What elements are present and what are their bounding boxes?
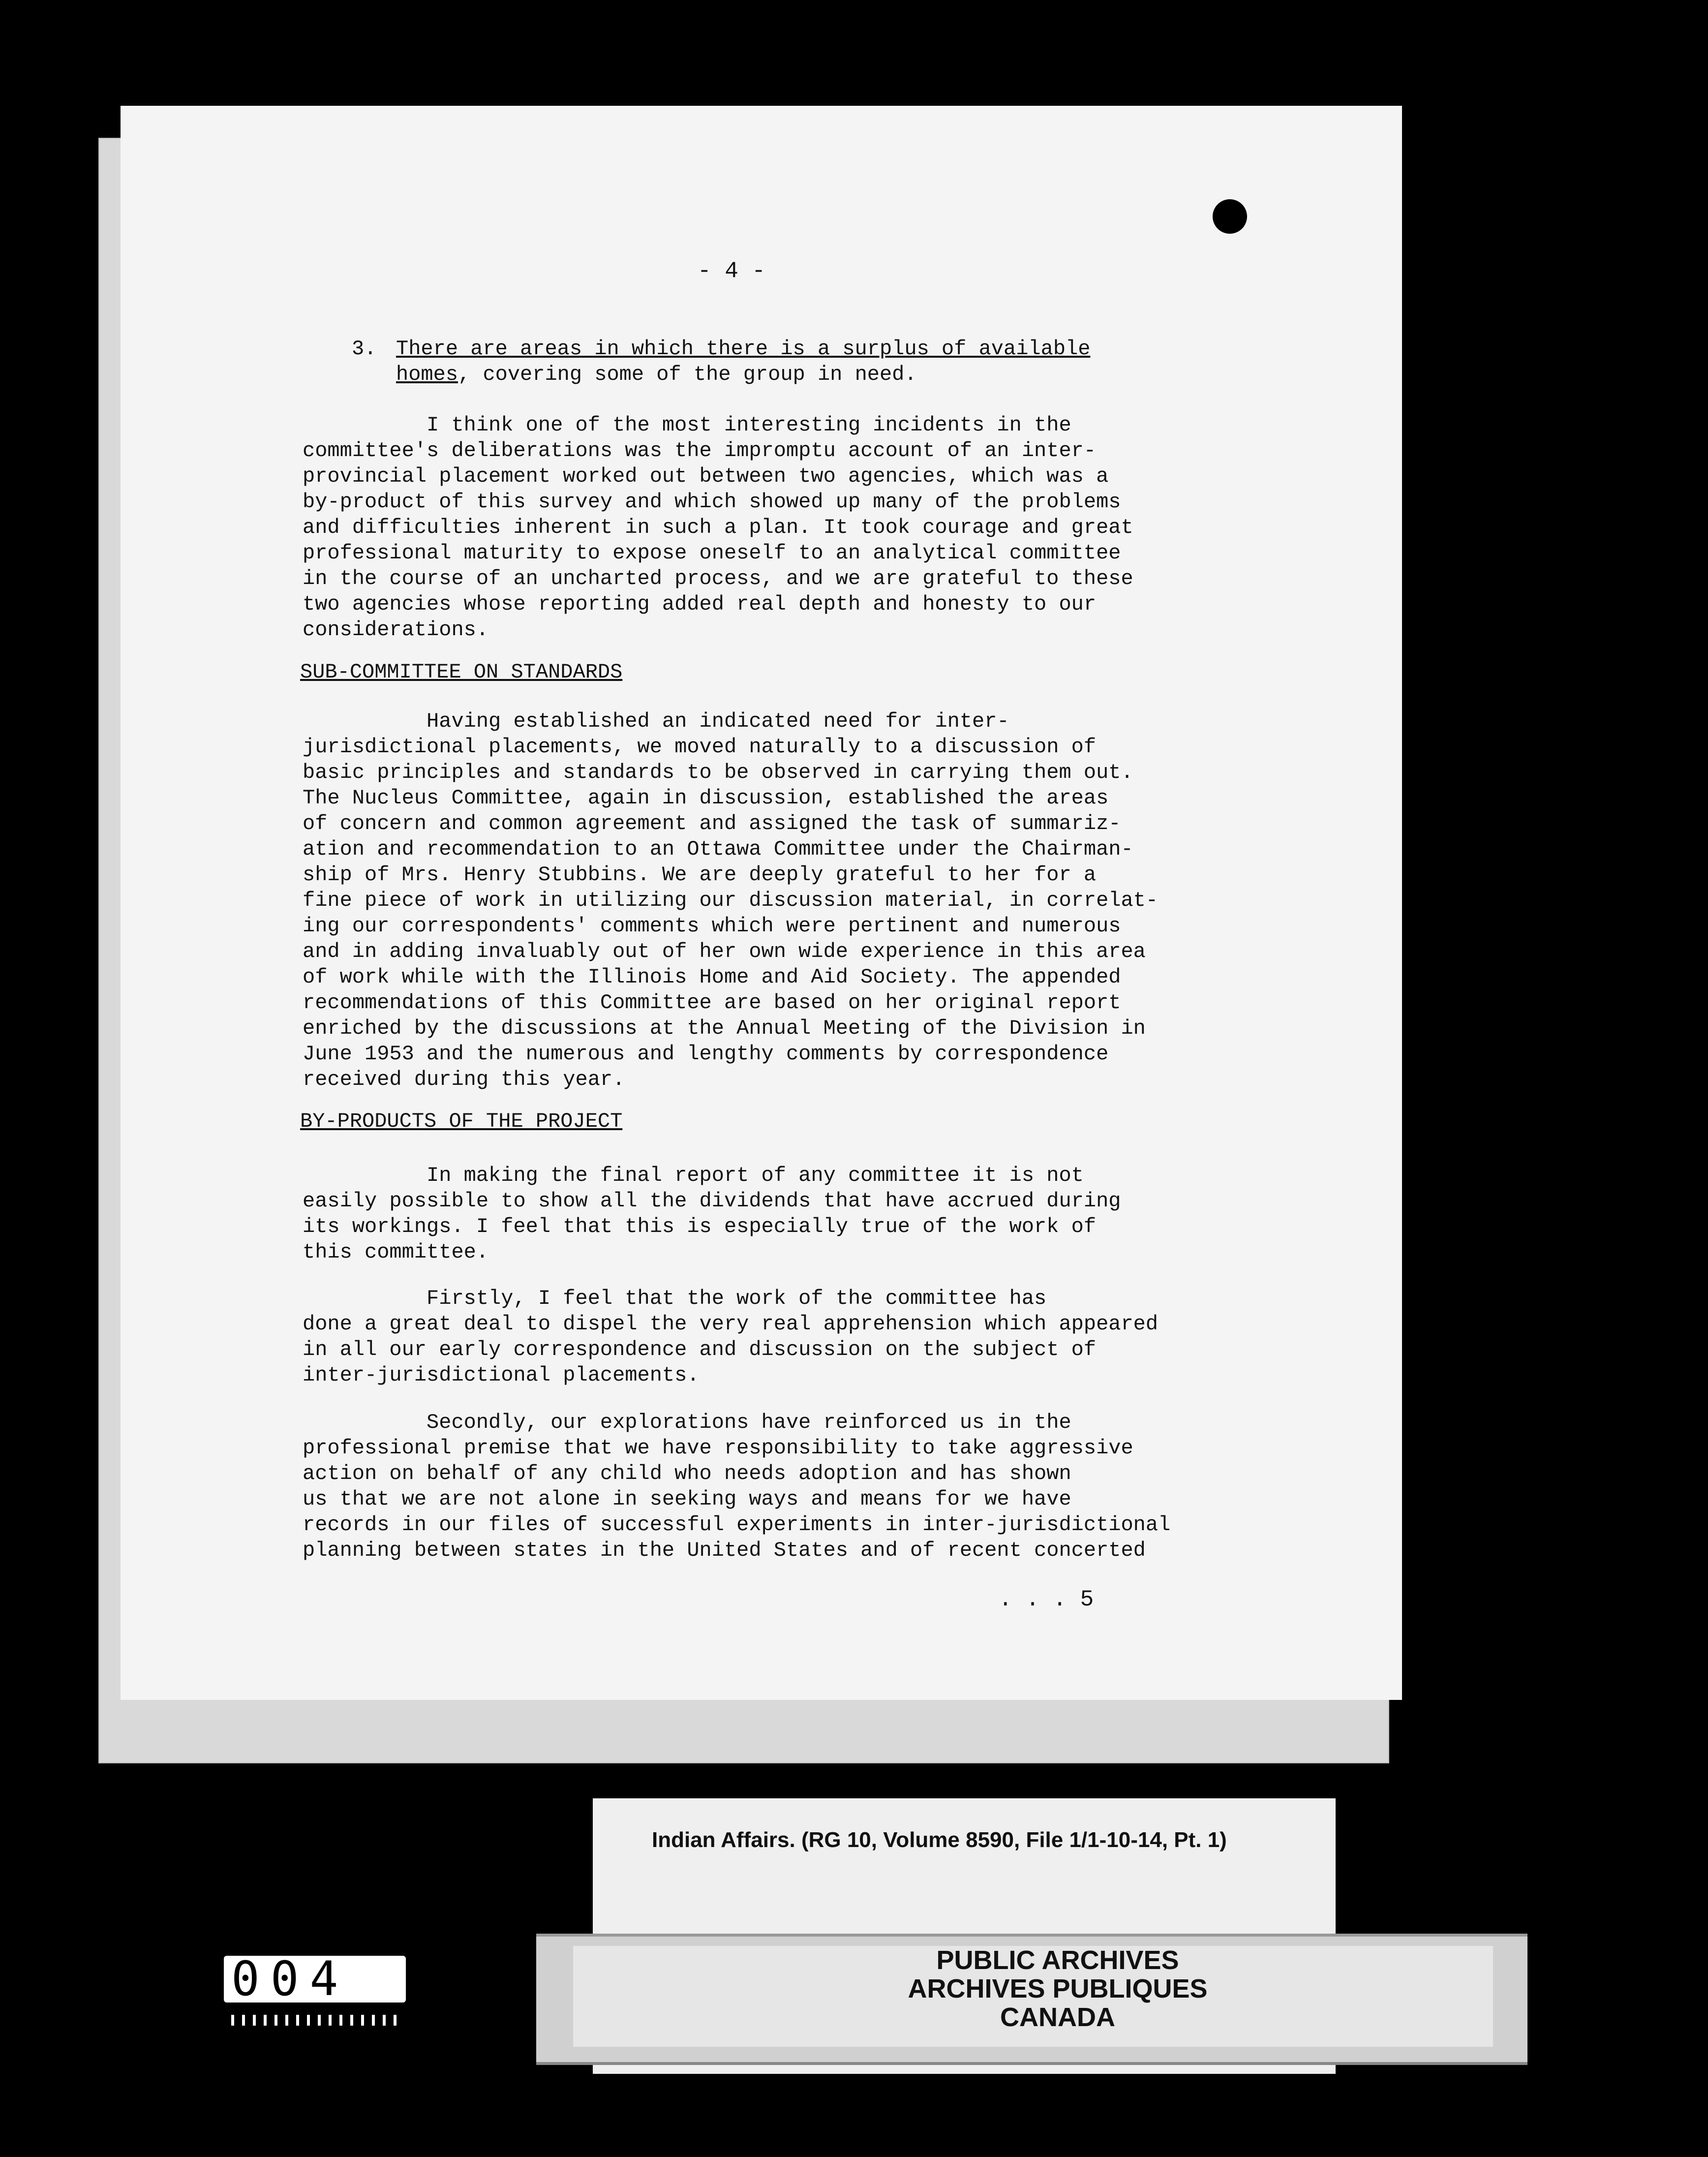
frame-number: 004	[231, 1951, 349, 2006]
page-number: - 4 -	[698, 258, 766, 284]
text-line: committee's deliberations was the impromptu account of an inter-	[303, 439, 1097, 462]
text-line: done a great deal to dispel the very real apprehension which appeared	[303, 1312, 1159, 1336]
text-line: ation and recommendation to an Ottawa Committee under the Chairman-	[303, 837, 1133, 861]
text-line: considerations.	[303, 618, 489, 642]
text-line: Secondly, our explorations have reinforced us in the	[303, 1411, 1071, 1434]
archive-stamp	[787, 1946, 1328, 2032]
text-line: us that we are not alone in seeking ways and means for we have	[303, 1487, 1071, 1511]
item-line-2	[396, 362, 917, 387]
stamp-line-1: PUBLIC ARCHIVES	[936, 1945, 1179, 1975]
text-line: this committee.	[303, 1240, 489, 1264]
paragraph-deliberations	[303, 412, 1133, 668]
text-line: In making the final report of any committee it is not	[303, 1164, 1084, 1187]
text-line: two agencies whose reporting added real depth and honesty to our	[303, 592, 1097, 616]
text-line: records in our files of successful experiments in inter-jurisdictional	[303, 1513, 1171, 1537]
punch-hole	[1213, 199, 1247, 234]
text-line: I think one of the most interesting incidents in the	[303, 413, 1071, 437]
item-number: 3.	[352, 337, 377, 361]
text-line: received during this year.	[303, 1068, 625, 1091]
paragraph-final-report	[303, 1163, 1121, 1291]
film-ticks	[231, 2015, 398, 2026]
text-line: action on behalf of any child who needs adoption and has shown	[303, 1462, 1071, 1485]
text-line: professional maturity to expose oneself to an analytical committee	[303, 541, 1121, 565]
text-line: recommendations of this Committee are based on her original report	[303, 991, 1121, 1015]
heading-by-products: BY-PRODUCTS OF THE PROJECT	[300, 1109, 623, 1133]
text-line: The Nucleus Committee, again in discussion, established the areas	[303, 786, 1109, 810]
paragraph-firstly	[303, 1286, 1159, 1414]
archive-reference: Indian Affairs. (RG 10, Volume 8590, File 1/1-10-14, Pt. 1)	[652, 1828, 1227, 1852]
item-line-2-rest: , covering some of the group in need.	[458, 363, 917, 386]
text-line: enriched by the discussions at the Annual Meeting of the Division in	[303, 1017, 1146, 1040]
text-line: jurisdictional placements, we moved naturally to a discussion of	[303, 735, 1097, 759]
stamp-line-3: CANADA	[1000, 2003, 1115, 2032]
text-line: easily possible to show all the dividends that have accrued during	[303, 1189, 1121, 1213]
heading-sub-committee-standards: SUB-COMMITTEE ON STANDARDS	[300, 660, 623, 684]
text-line: and in adding invaluably out of her own wide experience in this area	[303, 940, 1146, 963]
text-line: in the course of an uncharted process, and we are grateful to these	[303, 567, 1133, 590]
text-line: provincial placement worked out between two agencies, which was a	[303, 464, 1109, 488]
text-line: fine piece of work in utilizing our discussion material, in correlat-	[303, 889, 1159, 912]
continuation-marker: . . . 5	[999, 1587, 1094, 1612]
item-line-2-underlined: homes	[396, 363, 458, 386]
text-line: inter-jurisdictional placements.	[303, 1363, 700, 1387]
text-line: in all our early correspondence and discussion on the subject of	[303, 1338, 1097, 1361]
text-line: ship of Mrs. Henry Stubbins. We are deeply grateful to her for a	[303, 863, 1097, 887]
text-line: ing our correspondents' comments which were pertinent and numerous	[303, 914, 1121, 938]
paragraph-secondly	[303, 1410, 1171, 1589]
text-line: Firstly, I feel that the work of the committee has	[303, 1287, 1047, 1310]
text-line: June 1953 and the numerous and lengthy comments by correspondence	[303, 1042, 1109, 1066]
text-line: and difficulties inherent in such a plan. It took courage and great	[303, 516, 1133, 539]
text-line: of work while with the Illinois Home and Aid Society. The appended	[303, 965, 1121, 989]
stamp-line-2: ARCHIVES PUBLIQUES	[908, 1974, 1208, 2003]
item-line-1: There are areas in which there is a surplus of available	[396, 337, 1091, 361]
text-line: professional premise that we have responsibility to take aggressive	[303, 1436, 1133, 1460]
text-line: its workings. I feel that this is especially true of the work of	[303, 1215, 1097, 1238]
paragraph-standards	[303, 709, 1159, 1118]
text-line: of concern and common agreement and assigned the task of summariz-	[303, 812, 1121, 835]
text-line: by-product of this survey and which showed up many of the problems	[303, 490, 1121, 514]
text-line: basic principles and standards to be observed in carrying them out.	[303, 761, 1133, 784]
text-line: Having established an indicated need for inter-	[303, 709, 1009, 733]
text-line: planning between states in the United States and of recent concerted	[303, 1539, 1146, 1562]
